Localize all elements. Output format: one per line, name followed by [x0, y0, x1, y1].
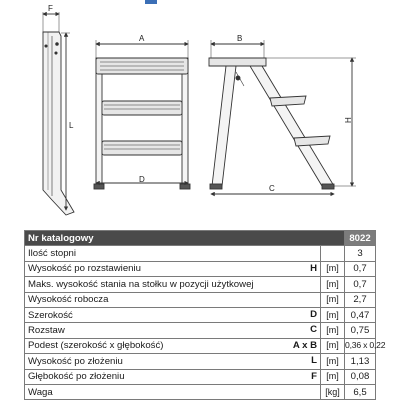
dimension-symbol: C [310, 324, 317, 336]
dim-label-B: B [237, 34, 243, 43]
spec-row-unit: [m] [321, 369, 345, 384]
dim-label-F: F [48, 4, 53, 13]
front-view [94, 40, 190, 189]
spec-row-value: 0,7 [345, 277, 376, 292]
spec-row [25, 384, 376, 399]
spec-row-value: 0,08 [345, 369, 376, 384]
spec-row [25, 277, 376, 292]
spec-row [25, 354, 376, 369]
spec-row-value: 1,13 [345, 354, 376, 369]
spec-row-label [25, 323, 321, 338]
spec-row-unit: [m] [321, 323, 345, 338]
dim-label-A: A [139, 34, 145, 43]
catalog-number-value: 8022 [345, 231, 376, 246]
dim-label-C: C [269, 184, 275, 193]
spec-row-label [25, 292, 321, 307]
spec-row-value: 3 [345, 246, 376, 261]
dim-label-D: D [139, 175, 145, 184]
spec-row [25, 338, 376, 353]
folded-view [43, 12, 74, 215]
spec-row [25, 246, 376, 261]
spec-row-unit: [m] [321, 261, 345, 276]
logo-fragment [145, 0, 157, 4]
spec-row [25, 292, 376, 307]
label-text: Wysokość po złożeniu [28, 355, 123, 367]
label-text: Głębokość po złożeniu [28, 371, 125, 383]
label-text: Podest (szerokość x głębokość) [28, 340, 164, 352]
spec-row-label [25, 384, 321, 399]
dim-label-L: L [69, 121, 74, 130]
dimension-symbol: D [310, 308, 317, 320]
dimension-symbol: A x B [292, 339, 317, 351]
spec-row-unit: [m] [321, 277, 345, 292]
spec-row [25, 369, 376, 384]
spec-row-label [25, 354, 321, 369]
spec-row-value: 6,5 [345, 384, 376, 399]
spec-row [25, 261, 376, 276]
label-text: Rozstaw [28, 325, 65, 337]
spec-row-value: 0,75 [345, 323, 376, 338]
spec-row-unit: [kg] [321, 384, 345, 399]
spec-row-label [25, 307, 321, 322]
spec-row [25, 307, 376, 322]
dimension-symbol: L [311, 355, 317, 367]
label-text: Waga [28, 386, 53, 398]
dim-label-H: H [344, 117, 353, 123]
label-text: Wysokość po rozstawieniu [28, 263, 141, 275]
spec-row-label [25, 246, 321, 261]
spec-table [24, 230, 386, 400]
spec-row-value: 2,7 [345, 292, 376, 307]
spec-row-unit: [m] [321, 354, 345, 369]
label-text: Maks. wysokość stania na stołku w pozycji użytkowej [28, 278, 254, 290]
label-text: Wysokość robocza [28, 294, 109, 306]
side-view [209, 40, 356, 194]
spec-row-label [25, 338, 321, 353]
spec-row-value: 0,47 [345, 307, 376, 322]
spec-row-label [25, 261, 321, 276]
spec-row-unit: [m] [321, 307, 345, 322]
catalog-number-label: Nr katalogowy [25, 231, 345, 246]
spec-row-label [25, 277, 321, 292]
spec-row [25, 323, 376, 338]
spec-row-value: 0,36 x 0,22 [345, 338, 376, 353]
dimension-symbol: H [310, 262, 317, 274]
spec-header-row [25, 231, 376, 246]
dimension-symbol: F [311, 370, 317, 382]
spec-row-label [25, 369, 321, 384]
spec-row-value: 0,7 [345, 261, 376, 276]
label-text: Ilość stopni [28, 248, 76, 260]
spec-row-unit: [m] [321, 338, 345, 353]
spec-row-unit: [m] [321, 292, 345, 307]
label-text: Szerokość [28, 309, 73, 321]
spec-row-unit [321, 246, 345, 261]
